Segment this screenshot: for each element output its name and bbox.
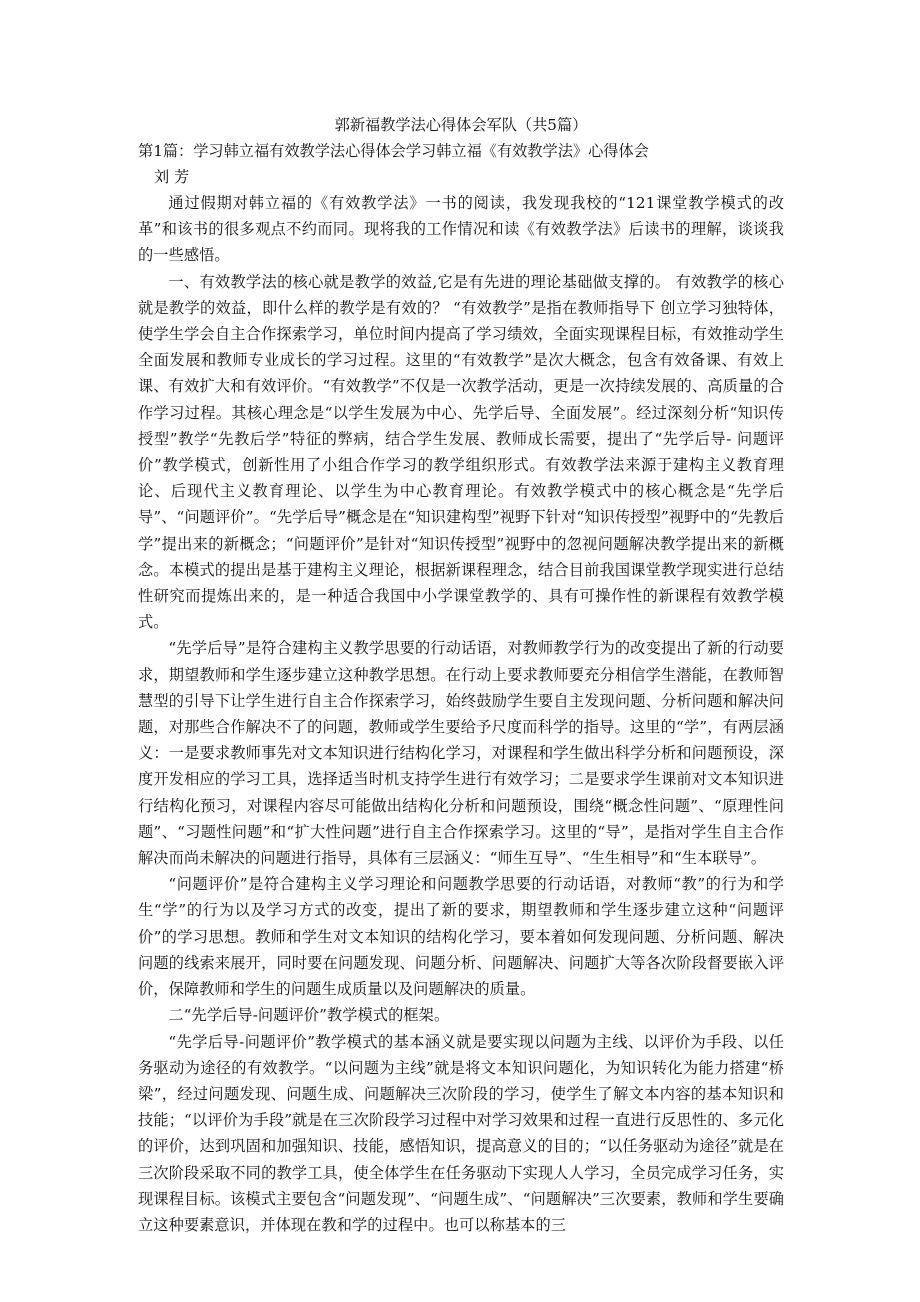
author-name: 刘 芳 — [154, 168, 190, 186]
document-title: 郭新福教学法心得体会军队（共5篇） — [334, 116, 588, 134]
paragraph-section-one: 一、有效教学法的核心就是教学的效益,它是有先进的理论基础做支撑的。 有效教学的核心就是教学的效益，即什么样的教学是有效的？ “有效教学”是指在教师指导下 创立学习独特体，使学生学会自主合作探索学习，单位时间内提高了学习绩效，全面实现课程目标，有效推动学生全面发展和教师专业成长的学习过程。这里的“有效教学”是次大概念，包含有效备课、有效上课、有效扩大和有效评价。“有效教学”不仅是一次教学活动，更是一次持续发展的、高质量的合作学习过程。其核心理念是“以学生发展为中心、先学后导、全面发展”。经过深刻分析“知识传授型”教学“先教后学”特征的弊病，结合学生发展、教师成长需要，提出了“先学后导- 问题评价”教学模式，创新性用了小组合作学习的教学组织形式。有效教学法来源于建构主义教育理论、后现代主义教育理论、以学生为中心教育理论。有效教学模式中的核心概念是“先学后导”、“问题评价”。“先学后导”概念是在“知识建构型”视野下针对“知识传授型”视野中的“先教后学”提出来的新概念；“问题评价”是针对“知识传授型”视野中的忽视问题解决教学提出来的新概念。本模式的提出是基于建构主义理论，根据新课程理念，结合目前我国课堂教学现实进行总结性研究而提炼出来的，是一种适合我国中小学课堂教学的、具有可操作性的新课程有效教学模式。 — [138, 272, 784, 632]
paragraph-intro: 通过假期对韩立福的《有效教学法》一书的阅读，我发现我校的“121课堂教学模式的改革”和该书的很多观点不约而同。现将我的工作情况和读《有效教学法》后读书的理解，谈谈我的一些感悟。 — [138, 194, 784, 265]
paragraph-model-framework: “先学后导-问题评价”教学模式的基本涵义就是要实现以问题为主线、以评价为手段、以任务驱动为途径的有效教学。“以问题为主线”就是将文本知识问题化，为知识转化为能力搭建“桥梁”，经过问题发现、问题生成、问题解决三次阶段的学习，使学生了解文本内容的基本知识和技能；“以评价为手段”就是在三次阶段学习过程中对学习效果和过程一直进行反思性的、多元化的评价，达到巩固和加强知识、技能，感悟知识，提高意义的目的；“以任务驱动为途径”就是在三次阶段采取不同的教学工具，使全体学生在任务驱动下实现人人学习，全员完成学习任务，实现课程目标。该模式主要包含“问题发现”、“问题生成”、“问题解决”三次要素，教师和学生要确立这种要素意识，并体现在教和学的过程中。也可以称基本的三 — [138, 1032, 784, 1234]
section-two-heading: 二“先学后导-问题评价”教学模式的框架。 — [168, 1006, 450, 1025]
paragraph-wenti-pingjia: “问题评价”是符合建构主义学习理论和问题教学思要的行动话语，对教师“教”的行为和学生“学”的行为以及学习方式的改变，提出了新的要求，期望教师和学生逐步建立这种“问题评价”的学习思想。教师和学生对文本知识的结构化学习，要本着如何发现问题、分析问题、解决问题的线索来展开，同时要在问题发现、问题分析、问题解决、问题扩大等各次阶段督要嵌入评价，保障教师和学生的问题生成质量以及问题解决的质量。 — [138, 875, 784, 999]
chapter-heading: 第1篇：学习韩立福有效教学法心得体会学习韩立福《有效教学法》心得体会 — [138, 142, 649, 160]
document-page — [138, 112, 784, 1238]
paragraph-xianxue-houdao: “先学后导”是符合建构主义教学思要的行动话语，对教师教学行为的改变提出了新的行动要求，期望教师和学生逐步建立这种教学思想。在行动上要求教师要充分相信学生潜能，在教师智慧型的引导下让学生进行自主合作探索学习，始终鼓励学生要自主发现问题、分析问题和解决问题，对那些合作解决不了的问题，教师或学生要给予尺度而科学的指导。这里的“学”，有两层涵义：一是要求教师事先对文本知识进行结构化学习，对课程和学生做出科学分析和问题预设，深度开发相应的学习工具，选择适当时机支持学生进行有效学习；二是要求学生课前对文本知识进行结构化预习，对课程内容尽可能做出结构化分析和问题预设，围绕“概念性问题”、“原理性问题”、“习题性问题”和“扩大性问题”进行自主合作探索学习。这里的“导”，是指对学生自主合作解决而尚未解决的问题进行指导，具体有三层涵义：“师生互导”、“生生相导”和“生本联导”。 — [138, 639, 784, 868]
